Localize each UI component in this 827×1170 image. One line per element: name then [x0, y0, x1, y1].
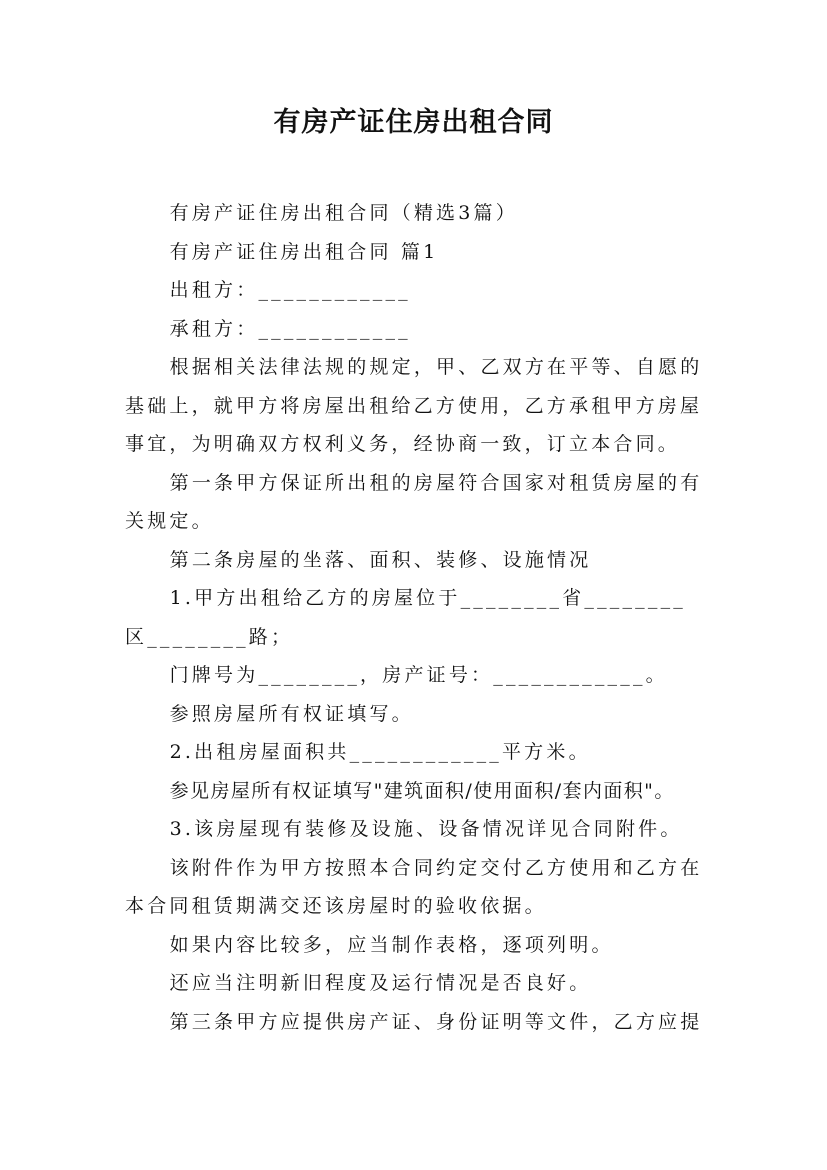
paragraph-preamble: 根据相关法律法规的规定，甲、乙双方在平等、自愿的基础上，就甲方将房屋出租给乙方使用，乙方承租甲方房屋事宜，为明确双方权利义务，经协商一致，订立本合同。	[125, 356, 703, 455]
paragraph-attachment: 该附件作为甲方按照本合同约定交付乙方使用和乙方在本合同租赁期满交还该房屋时的验收依据。	[125, 856, 703, 917]
paragraph-location: 1.甲方出租给乙方的房屋位于________省________区________路；	[125, 587, 686, 648]
document-body	[125, 194, 705, 1041]
paragraph-subtitle: 有房产证住房出租合同（精选3篇）	[169, 202, 518, 224]
document-title: 有房产证住房出租合同	[273, 107, 554, 138]
paragraph-table-note: 如果内容比较多，应当制作表格，逐项列明。	[169, 933, 614, 956]
paragraph-house-number: 门牌号为________，房产证号：____________。	[169, 664, 668, 686]
paragraph-area: 2.出租房屋面积共____________平方米。	[169, 741, 591, 763]
paragraph-area-note: 参见房屋所有权证填写"建筑面积/使用面积/套内面积"。	[169, 779, 675, 802]
paragraph-article-2: 第二条房屋的坐落、面积、装修、设施情况	[169, 548, 592, 571]
paragraph-refer-certificate: 参照房屋所有权证填写。	[169, 702, 414, 725]
paragraph-condition-note: 还应当注明新旧程度及运行情况是否良好。	[169, 972, 592, 994]
paragraph-lessee: 承租方：____________	[169, 317, 411, 340]
paragraph-article-1: 第一条甲方保证所出租的房屋符合国家对租赁房屋的有关规定。	[125, 471, 703, 532]
paragraph-facilities: 3.该房屋现有装修及设施、设备情况详见合同附件。	[169, 818, 683, 840]
paragraph-article-3: 第三条甲方应提供房产证、身份证明等文件，乙方应提	[169, 1010, 703, 1033]
paragraph-section-heading: 有房产证住房出租合同 篇1	[169, 240, 439, 263]
paragraph-lessor: 出租方：____________	[169, 279, 411, 301]
